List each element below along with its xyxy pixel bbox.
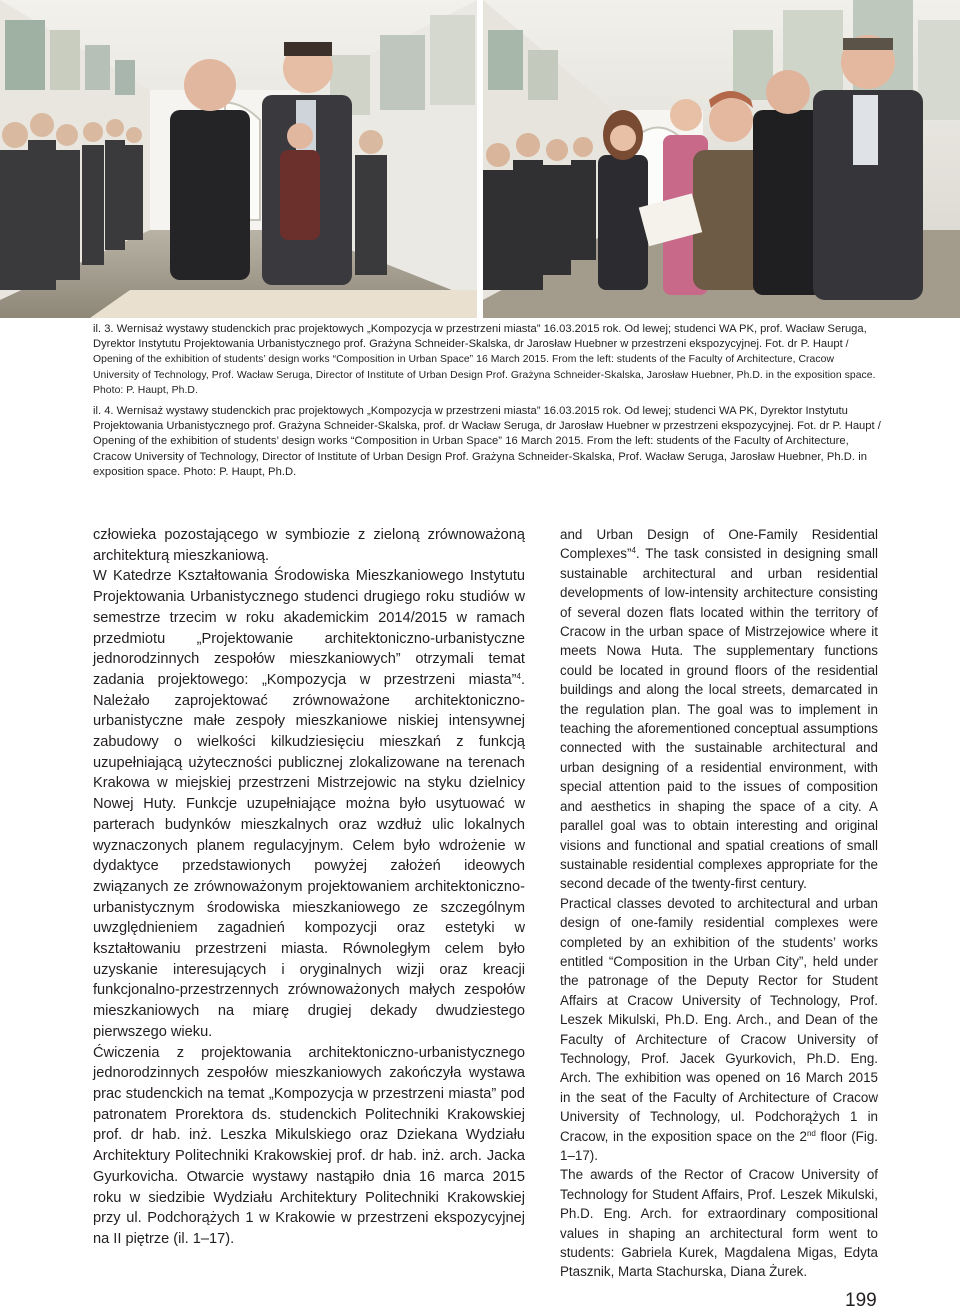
paragraph-text: W Katedrze Kształtowania Środowiska Mieszkaniowego Instytutu Projektowania Urbanistycznego studenci drugiego roku studiów w semestrze trzecim w roku akademickim 2014/2015 w ramach przedmiotu „Projektowanie architektoniczno-urbanistyczne jednorodzinnych zespołów mieszkaniowych” otrzymali temat zadania projektowego: „Kompozycja w przestrzeni miasta” xyxy=(93,568,525,688)
figure-caption-3 xyxy=(93,322,883,398)
caption-4-english: / Opening of the exhibition of students’ design works “Composition in Urban Space” 16 March 2015. From the left: students of the Faculty of Architecture, Cracow University of Technology, Director of Institute of Urban Design Prof. Grażyna Schneider-Skalska, Prof. Wacław Seruga, Jarosław Huebner, Ph.D. in exposition space. Photo: P. Haupt, Ph.D. xyxy=(93,420,881,478)
paragraph-text: . The task consisted in designing small sustainable architectural and urban residential developments of low-intensity architecture consisting of several dozen flats located within the territory of Cracow in the urban space of Mistrzejowice where it meets Nowa Huta. The supplementary functions could be located in ground floors of the residential buildings and along the local streets, demarcated in the regulation plan. The goal was to implement in teaching the aforementioned conceptual assumptions connected with the sustainable architectural and urban designing of a residential environment, with special attention paid to the issues of composition and aesthetics in shaping the space of a city. A parallel goal was to obtain interesting and original visions and functional and spatial creations of small sustainable residential complexes appropriate for the second decade of the twenty-first century. xyxy=(560,546,878,892)
paragraph: człowieka pozostającego w symbiozie z zieloną zrównoważoną architekturą mieszkaniową. xyxy=(93,527,525,564)
photo-right-drawing xyxy=(483,0,960,318)
photo-left-drawing xyxy=(0,0,477,318)
paragraph-text: Practical classes devoted to architectural and urban design of one-family residential complexes were completed by an exhibition of the students’ works entitled “Composition in the Urban City”, held under the patronage of the Deputy Rector for Student Affairs at Cracow University of Technology, Prof. Leszek Mikulski, Ph.D. Eng. Arch., and Dean of the Faculty of Architecture of Cracow University of Technology, Prof. Jacek Gyurkovich, Ph.D. Eng. Arch. The exhibition was opened on 16 March 2015 in the seat of the Faculty of Architecture of Cracow University of Technology, ul. Podchorążych 1 in Cracow, in the exposition space on the 2 xyxy=(560,895,878,1144)
paragraph-text: and Urban Design of One-Family Residential Complexes” xyxy=(560,527,878,562)
caption-3-english: / Opening of the exhibition of students’ design works “Composition in Urban Space” 16 March 2015. From the left: students of the Faculty of Architecture, Cracow University of Technology, Prof. Wacław Seruga, Director of Institute of Urban Design Prof. Grażyna Schneider-Skalska, Jarosław Huebner, Ph.D. in the exposition space. Photo: P. Haupt, Ph.D. xyxy=(93,339,876,396)
paragraph xyxy=(93,566,525,1042)
caption-3-label: il. 3. xyxy=(93,323,114,335)
exhibition-photo-right xyxy=(483,0,960,318)
body-column-polish xyxy=(93,525,525,1250)
caption-4-label: il. 4. xyxy=(93,405,114,417)
paragraph-text: floor (Fig. 1–17). xyxy=(560,1128,878,1163)
paragraph xyxy=(560,525,878,894)
footnote-ref: 4 xyxy=(516,671,521,681)
figure-caption-4 xyxy=(93,404,883,480)
caption-4-polish: Wernisaż wystawy studenckich prac projektowych „Kompozycja w przestrzeni miasta” 16.03.2015 rok. Od lewej; studenci WA PK, Dyrektor Instytutu Projektowania Urbanistycznego prof. Grażyna Schneider-Skalska, prof. dr Wacław Seruga, dr Jarosław Huebner w przestrzeni ekspozycyjnej. Fot. dr P. Haupt xyxy=(93,405,875,433)
ordinal-superscript: nd xyxy=(806,1128,816,1138)
caption-3-polish: Wernisaż wystawy studenckich prac projektowych „Kompozycja w przestrzeni miasta” 16.03.2015 rok. Od lewej; studenci WA PK, prof. Wacław Seruga, Dyrektor Instytutu Projektowania Urbanistycznego prof. Grażyna Schneider-Skalska, dr Jarosław Huebner w przestrzeni ekspozycyjnej. Fot. dr P. Haupt xyxy=(93,323,867,351)
paragraph: Ćwiczenia z projektowania architektoniczno-urbanistycznego jednorodzinnych zespołów mieszkaniowych zakończyła wystawa prac studenckich na temat „Kompozycja w przestrzeni miasta” pod patronatem Prorektora ds. studenckich Politechniki Krakowskiej prof. dr hab. inż. Leszka Mikulskiego oraz Dziekana Wydziału Architektury Politechniki Krakowskiej prof. dr hab. inż. arch. Jacka Gyurkovicha. Otwarcie wystawy nastąpiło dnia 16 marca 2015 roku w siedzibie Wydziału Architektury Politechniki Krakowskiej przy ul. Podchorążych 1 w Krakowie w przestrzeni ekspozycyjnej na II piętrze (il. 1–17). xyxy=(93,1044,525,1247)
paragraph-text: . Należało zaprojektować zrównoważone architektoniczno-urbanistyczne małe zespoły mieszkaniowe niskiej intensywnej zabudowy o wielkości kilkudziesięciu mieszkań z funkcją uzupełniającą użyteczności publicznej zlokalizowane na terenach Krakowa w miejskiej przestrzeni Mistrzejowic na styku dzielnicy Nowej Huty. Funkcje uzupełniające można było usytuować w parterach budynków mieszkalnych oraz wzdłuż ulic lokalnych wyznaczonych planem regulacyjnym. Celem było wdrożenie w dydaktyce przedstawionych powyżej założeń ideowych związanych ze zrównoważonym projektowaniem architektoniczno-urbanistycznym środowiska mieszkaniowego ze szczególnym uwzględnieniem zagadnień kompozycji oraz estetyki w kształtowaniu przestrzeni miasta. Równoległym celem było uzyskanie interesujących i oryginalnych wizji oraz kreacji funkcjonalno-przestrzennych zrównoważonych małych zespołów mieszkaniowych na miarę drugiej dekady dwudziestego pierwszego wieku. xyxy=(93,671,525,1040)
page-number: 199 xyxy=(845,1290,877,1311)
body-column-english xyxy=(560,525,878,1282)
footnote-ref: 4 xyxy=(631,546,636,556)
paragraph: The awards of the Rector of Cracow University of Technology for Student Affairs, Prof. Leszek Mikulski, Ph.D. Eng. Arch. for extraordinary compositional values in shaping an architectural form went to students: Gabriela Kurek, Magdalena Migas, Edyta Ptasznik, Marta Stachurska, Diana Żurek. xyxy=(560,1167,878,1280)
paragraph xyxy=(560,894,878,1166)
exhibition-photo-left xyxy=(0,0,477,318)
